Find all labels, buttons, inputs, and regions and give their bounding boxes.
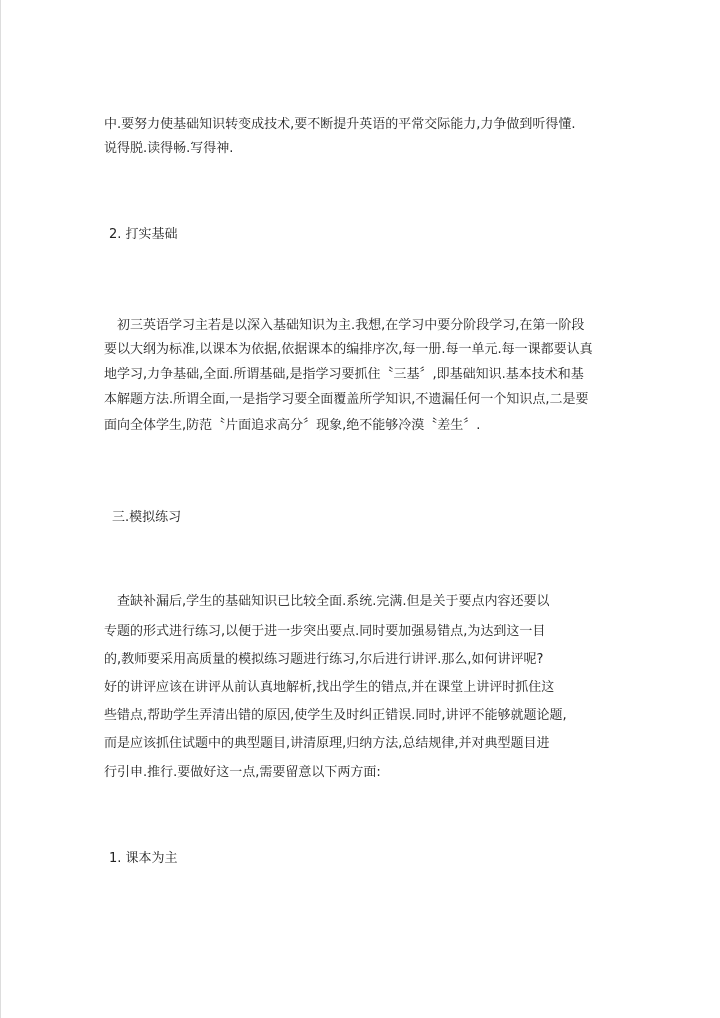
section-heading: 三.模拟练习 (112, 510, 182, 525)
paragraph-line: 要以大纲为标准,以课本为依据,依据课本的编排序次,每一册.每一单元.每一课都要认真 (104, 342, 593, 357)
paragraph-line: 而是应该抓住试题中的典型题目,讲清原理,归纳方法,总结规律,并对典型题目进 (104, 736, 550, 751)
paragraph-line: 些错点,帮助学生弄清出错的原因,使学生及时纠正错误.同时,讲评不能够就题论题, (104, 708, 567, 723)
paragraph-line: 初三英语学习主若是以深入基础知识为主.我想,在学习中要分阶段学习,在第一阶段 (117, 318, 585, 333)
paragraph-line: 行引申.推行.要做好这一点,需要留意以下两方面: (104, 765, 381, 780)
paragraph-line: 说得脱.读得畅.写得神. (104, 141, 234, 156)
paragraph-line: 好的讲评应该在讲评从前认真地解析,找出学生的错点,并在课堂上讲评时抓住这 (104, 680, 555, 695)
paragraph-line: 专题的形式进行练习,以便于进一步突出要点.同时要加强易错点,为达到这一目 (104, 624, 546, 639)
section-heading: 1. 课本为主 (109, 851, 178, 866)
paragraph-line: 地学习,力争基础,全面.所谓基础,是指学习要抓住〝三基〞,即基础知识.基本技术和基 (104, 367, 584, 382)
paragraph-line: 查缺补漏后,学生的基础知识已比较全面.系统.完满.但是关于要点内容还要以 (117, 594, 550, 609)
paragraph-line: 本解题方法.所谓全面,一是指学习要全面覆盖所学知识,不遗漏任何一个知识点,二是要 (104, 392, 589, 407)
section-heading: 2. 打实基础 (109, 227, 178, 242)
paragraph-line: 面向全体学生,防范〝片面追求高分〞现象,绝不能够冷漠〝差生〞. (104, 418, 481, 433)
paragraph-line: 的,教师要采用高质量的模拟练习题进行练习,尔后进行讲评.那么,如何讲评呢? (104, 652, 544, 667)
paragraph-line: 中.要努力使基础知识转变成技术,要不断提升英语的平常交际能力,力争做到听得懂. (104, 117, 576, 132)
